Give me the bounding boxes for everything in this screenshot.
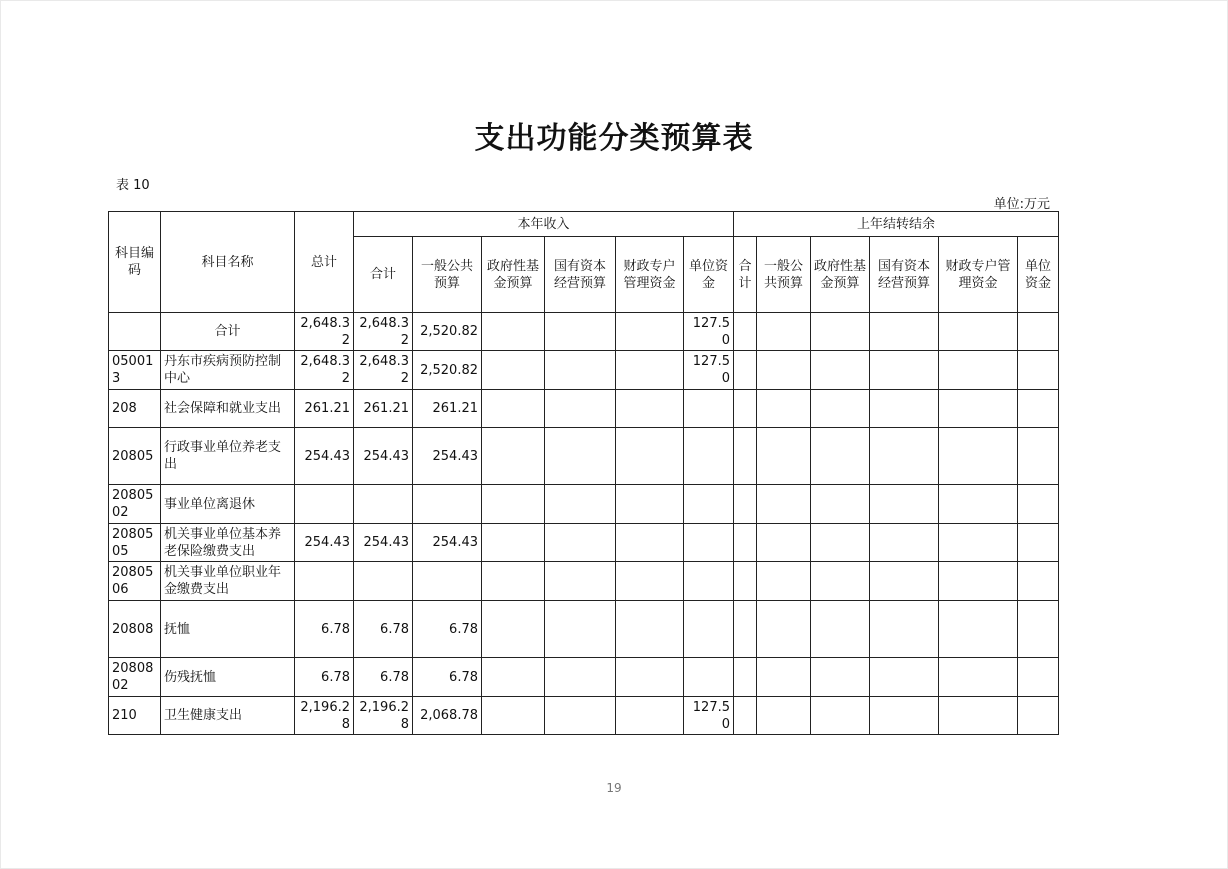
- row-current-fund: [482, 485, 545, 524]
- row-current-unit: [684, 524, 734, 562]
- row-current-unit: 127.50: [684, 697, 734, 735]
- table-row: [109, 524, 1059, 562]
- row-prior-cell: [939, 601, 1018, 658]
- row-current-general: 261.21: [413, 390, 482, 428]
- row-current-fund: [482, 351, 545, 390]
- row-name: 合计: [161, 313, 295, 351]
- row-name: 社会保障和就业支出: [161, 390, 295, 428]
- row-current-general: 254.43: [413, 428, 482, 485]
- header-current-special: 财政专户管理资金: [616, 237, 684, 313]
- row-prior-cell: [734, 601, 757, 658]
- table-row: [109, 697, 1059, 735]
- header-current-unit: 单位资金: [684, 237, 734, 313]
- row-current-general: 6.78: [413, 658, 482, 697]
- row-name: 机关事业单位职业年金缴费支出: [161, 562, 295, 601]
- row-prior-cell: [939, 697, 1018, 735]
- row-prior-cell: [734, 697, 757, 735]
- row-current-unit: [684, 390, 734, 428]
- row-prior-cell: [757, 601, 811, 658]
- table-row: [109, 601, 1059, 658]
- row-code: 2080505: [109, 524, 161, 562]
- row-prior-cell: [734, 562, 757, 601]
- row-prior-cell: [939, 351, 1018, 390]
- row-code: 20805: [109, 428, 161, 485]
- header-current-fund: 政府性基金预算: [482, 237, 545, 313]
- table-number: 表 10: [116, 178, 150, 193]
- row-name: 抚恤: [161, 601, 295, 658]
- row-code: 20808: [109, 601, 161, 658]
- table-row: [109, 351, 1059, 390]
- row-prior-cell: [811, 524, 870, 562]
- row-current-sum: 2,196.28: [354, 697, 413, 735]
- row-current-state: [545, 658, 616, 697]
- header-code: 科目编码: [109, 212, 161, 313]
- row-prior-cell: [811, 562, 870, 601]
- row-current-state: [545, 313, 616, 351]
- header-current-sum: 合计: [354, 237, 413, 313]
- row-total: 2,196.28: [295, 697, 354, 735]
- header-prior-general: 一般公共预算: [757, 237, 811, 313]
- row-code: 2080502: [109, 485, 161, 524]
- row-current-sum: 254.43: [354, 524, 413, 562]
- row-current-special: [616, 390, 684, 428]
- row-current-fund: [482, 697, 545, 735]
- row-prior-cell: [757, 658, 811, 697]
- row-current-sum: 2,648.32: [354, 351, 413, 390]
- row-current-special: [616, 658, 684, 697]
- row-prior-cell: [811, 390, 870, 428]
- row-prior-cell: [1018, 601, 1059, 658]
- row-current-fund: [482, 428, 545, 485]
- row-name: 机关事业单位基本养老保险缴费支出: [161, 524, 295, 562]
- table-row: [109, 390, 1059, 428]
- row-name: 事业单位离退休: [161, 485, 295, 524]
- row-prior-cell: [757, 562, 811, 601]
- table-row: [109, 658, 1059, 697]
- row-prior-cell: [811, 697, 870, 735]
- row-prior-cell: [870, 658, 939, 697]
- row-current-sum: 254.43: [354, 428, 413, 485]
- row-prior-cell: [734, 485, 757, 524]
- row-current-sum: [354, 562, 413, 601]
- row-current-special: [616, 485, 684, 524]
- row-current-general: 2,520.82: [413, 351, 482, 390]
- row-prior-cell: [757, 390, 811, 428]
- page-number: 19: [606, 781, 622, 795]
- row-current-unit: [684, 485, 734, 524]
- row-prior-cell: [939, 485, 1018, 524]
- row-prior-cell: [870, 390, 939, 428]
- row-current-special: [616, 697, 684, 735]
- row-current-unit: 127.50: [684, 313, 734, 351]
- row-prior-cell: [870, 524, 939, 562]
- row-prior-cell: [939, 390, 1018, 428]
- header-prior-special: 财政专户管理资金: [939, 237, 1018, 313]
- row-name: 丹东市疾病预防控制中心: [161, 351, 295, 390]
- row-current-general: 2,068.78: [413, 697, 482, 735]
- row-current-state: [545, 351, 616, 390]
- header-row-top: [109, 212, 1059, 237]
- row-prior-cell: [734, 351, 757, 390]
- row-prior-cell: [870, 601, 939, 658]
- row-current-fund: [482, 658, 545, 697]
- row-current-fund: [482, 524, 545, 562]
- row-prior-cell: [757, 313, 811, 351]
- row-current-general: [413, 485, 482, 524]
- budget-table: [108, 211, 1059, 735]
- header-prior-sum: 合计: [734, 237, 757, 313]
- row-prior-cell: [734, 428, 757, 485]
- row-prior-cell: [811, 601, 870, 658]
- header-current-state: 国有资本经营预算: [545, 237, 616, 313]
- row-current-state: [545, 524, 616, 562]
- row-total: 2,648.32: [295, 313, 354, 351]
- row-prior-cell: [870, 351, 939, 390]
- row-current-state: [545, 601, 616, 658]
- row-prior-cell: [939, 562, 1018, 601]
- row-name: 卫生健康支出: [161, 697, 295, 735]
- row-current-sum: [354, 485, 413, 524]
- row-current-sum: 6.78: [354, 601, 413, 658]
- row-current-general: [413, 562, 482, 601]
- row-prior-cell: [870, 562, 939, 601]
- header-prior-state: 国有资本经营预算: [870, 237, 939, 313]
- row-current-state: [545, 697, 616, 735]
- row-current-special: [616, 351, 684, 390]
- row-prior-cell: [757, 485, 811, 524]
- row-current-special: [616, 601, 684, 658]
- row-total: 254.43: [295, 524, 354, 562]
- row-prior-cell: [734, 313, 757, 351]
- row-current-special: [616, 428, 684, 485]
- row-current-unit: 127.50: [684, 351, 734, 390]
- row-current-special: [616, 524, 684, 562]
- row-prior-cell: [757, 697, 811, 735]
- row-current-fund: [482, 601, 545, 658]
- row-total: 6.78: [295, 601, 354, 658]
- header-prior-unit: 单位资金: [1018, 237, 1059, 313]
- table-row: [109, 562, 1059, 601]
- header-prior-fund: 政府性基金预算: [811, 237, 870, 313]
- row-current-state: [545, 390, 616, 428]
- row-name: 行政事业单位养老支出: [161, 428, 295, 485]
- row-current-fund: [482, 390, 545, 428]
- document-page: [1, 1, 1227, 868]
- table-row: [109, 313, 1059, 351]
- row-prior-cell: [1018, 524, 1059, 562]
- row-current-special: [616, 562, 684, 601]
- row-prior-cell: [1018, 428, 1059, 485]
- row-current-sum: 6.78: [354, 658, 413, 697]
- row-prior-cell: [811, 658, 870, 697]
- row-prior-cell: [870, 428, 939, 485]
- unit-label: 单位:万元: [993, 197, 1050, 212]
- row-prior-cell: [1018, 562, 1059, 601]
- row-total: 6.78: [295, 658, 354, 697]
- row-current-sum: 261.21: [354, 390, 413, 428]
- row-prior-cell: [870, 697, 939, 735]
- row-current-state: [545, 562, 616, 601]
- row-prior-cell: [811, 313, 870, 351]
- header-current-income: 本年收入: [354, 212, 734, 237]
- header-total: 总计: [295, 212, 354, 313]
- row-total: [295, 485, 354, 524]
- table-row: [109, 485, 1059, 524]
- row-prior-cell: [811, 485, 870, 524]
- row-current-general: 2,520.82: [413, 313, 482, 351]
- row-prior-cell: [811, 351, 870, 390]
- row-prior-cell: [734, 658, 757, 697]
- row-current-state: [545, 428, 616, 485]
- row-prior-cell: [1018, 485, 1059, 524]
- row-code: 2080802: [109, 658, 161, 697]
- row-prior-cell: [1018, 390, 1059, 428]
- row-code: [109, 313, 161, 351]
- row-prior-cell: [1018, 313, 1059, 351]
- header-current-general: 一般公共预算: [413, 237, 482, 313]
- row-prior-cell: [1018, 351, 1059, 390]
- row-current-unit: [684, 428, 734, 485]
- row-prior-cell: [870, 485, 939, 524]
- row-prior-cell: [734, 390, 757, 428]
- row-current-fund: [482, 562, 545, 601]
- row-total: [295, 562, 354, 601]
- row-total: 254.43: [295, 428, 354, 485]
- header-prior-carryover: 上年结转结余: [734, 212, 1059, 237]
- row-current-fund: [482, 313, 545, 351]
- row-prior-cell: [757, 524, 811, 562]
- row-current-special: [616, 313, 684, 351]
- row-prior-cell: [939, 313, 1018, 351]
- row-name: 伤残抚恤: [161, 658, 295, 697]
- row-current-general: 254.43: [413, 524, 482, 562]
- row-prior-cell: [1018, 697, 1059, 735]
- row-prior-cell: [939, 524, 1018, 562]
- row-current-unit: [684, 562, 734, 601]
- row-code: 2080506: [109, 562, 161, 601]
- row-prior-cell: [939, 428, 1018, 485]
- row-prior-cell: [757, 351, 811, 390]
- row-code: 208: [109, 390, 161, 428]
- page-title: 支出功能分类预算表: [474, 121, 754, 156]
- row-total: 2,648.32: [295, 351, 354, 390]
- header-name: 科目名称: [161, 212, 295, 313]
- row-current-unit: [684, 658, 734, 697]
- row-total: 261.21: [295, 390, 354, 428]
- row-prior-cell: [811, 428, 870, 485]
- row-current-general: 6.78: [413, 601, 482, 658]
- row-prior-cell: [757, 428, 811, 485]
- row-prior-cell: [939, 658, 1018, 697]
- row-code: 050013: [109, 351, 161, 390]
- row-prior-cell: [734, 524, 757, 562]
- row-current-state: [545, 485, 616, 524]
- row-prior-cell: [1018, 658, 1059, 697]
- row-prior-cell: [870, 313, 939, 351]
- row-current-unit: [684, 601, 734, 658]
- table-row: [109, 428, 1059, 485]
- row-current-sum: 2,648.32: [354, 313, 413, 351]
- row-code: 210: [109, 697, 161, 735]
